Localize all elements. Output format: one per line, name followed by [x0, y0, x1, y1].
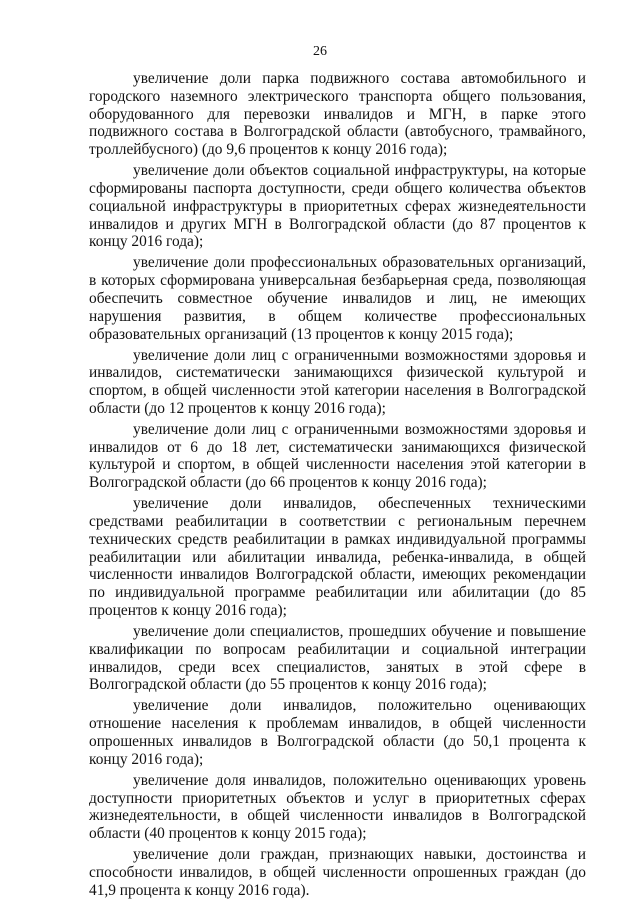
page-body [89, 70, 586, 903]
page-number: 26 [313, 44, 327, 59]
paragraph-sport-participation: увеличение доли лиц с ограниченными возможностями здоровья и инвалидов, систематически занимающихся физической культурой и спортом, в общей численности этой категории населения в Волгоградской области (до 12 процентов к концу 2016 года); [89, 346, 586, 417]
paragraph-youth-sport: увеличение доли лиц с ограниченными возможностями здоровья и инвалидов от 6 до 18 лет, систематически занимающихся физической культурой и спортом, в общей численности населения этой категории в Волгоградской области (до 66 процентов к концу 2016 года); [89, 420, 586, 492]
paragraph-specialist-training: увеличение доли специалистов, прошедших обучение и повышение квалификации по вопросам реабилитации и социальной интеграции инвалидов, среди всех специалистов, занятых в этой сфере в Волгоградской области (до 55 процентов к концу 2016 года); [89, 623, 586, 694]
paragraph-education-organizations: увеличение доли профессиональных образовательных организаций, в которых сформирована универсальная безбарьерная среда, позволяющая обеспечить совместное обучение инвалидов и лиц, не имеющих нарушения развития, в общем количестве профессиональных образовательных организаций (13 процентов к концу 2015 года); [89, 254, 586, 343]
paragraph-accessibility-passports: увеличение доли объектов социальной инфраструктуры, на которые сформированы паспорта доступности, среди общего количества объектов социальной инфраструктуры в приоритетных сферах жизнедеятельности инвалидов и других МГН в Волгоградской области (до 87 процентов к концу 2016 года); [89, 162, 586, 251]
paragraph-citizen-recognition: увеличение доли граждан, признающих навыки, достоинства и способности инвалидов, в общей численности опрошенных граждан (до 41,9 процента к концу 2016 года). [89, 846, 586, 899]
paragraph-rehabilitation-means: увеличение доли инвалидов, обеспеченных техническими средствами реабилитации в соответствии с региональным перечнем технических средств реабилитации в рамках индивидуальной программы реабилитации или абилитации инвалида, ребенка-инвалида, в общей численности инвалидов Волгоградской области, имеющих рекомендации по индивидуальной программе реабилитации или абилитации (до 85 процентов к концу 2016 года); [89, 495, 586, 620]
paragraph-public-attitude: увеличение доли инвалидов, положительно оценивающих отношение населения к проблемам инвалидов, в общей численности опрошенных инвалидов в Волгоградской области (до 50,1 процента к концу 2016 года); [89, 697, 586, 768]
paragraph-transport: увеличение доли парка подвижного состава автомобильного и городского наземного электрического транспорта общего пользования, оборудованного для перевозки инвалидов и МГН, в парке этого подвижного состава в Волгоградской области (автобусного, трамвайного, троллейбусного) (до 9,6 процентов к концу 2016 года); [89, 70, 586, 159]
paragraph-service-accessibility: увеличение доля инвалидов, положительно оценивающих уровень доступности приоритетных объектов и услуг в приоритетных сферах жизнедеятельности, в общей численности инвалидов в Волгоградской области (40 процентов к концу 2015 года); [89, 771, 586, 843]
